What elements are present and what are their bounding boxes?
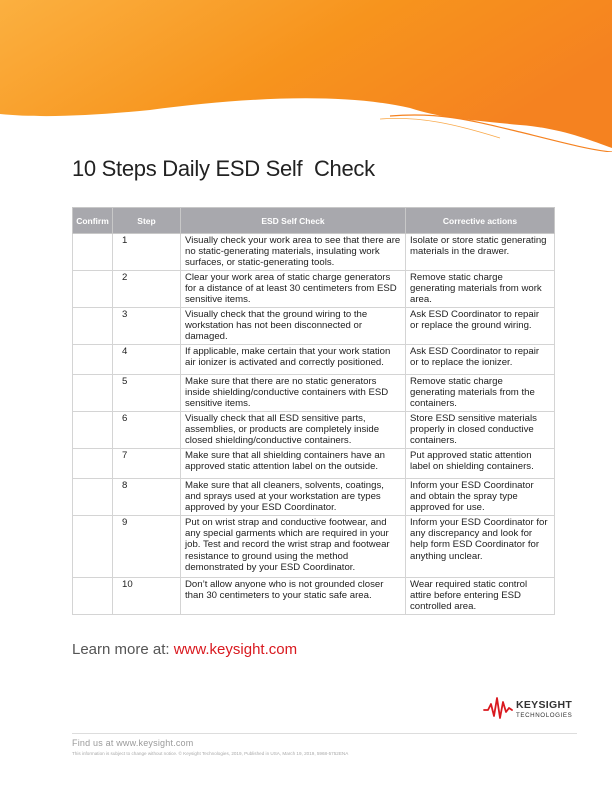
keysight-logo bbox=[483, 694, 583, 722]
keysight-website-link[interactable]: www.keysight.com bbox=[173, 641, 298, 658]
table-row bbox=[73, 449, 555, 479]
confirm-cell[interactable] bbox=[73, 412, 113, 449]
learn-more-line bbox=[72, 641, 297, 658]
column-header-corrective-actions: Corrective actions bbox=[406, 208, 555, 234]
table-row bbox=[73, 578, 555, 615]
step-number: 5 bbox=[113, 375, 181, 412]
column-header-esd-self-check: ESD Self Check bbox=[181, 208, 406, 234]
check-cell: Make sure that there are no static generators inside shielding/conductive containers with ESD sensitive items. bbox=[181, 375, 406, 412]
check-cell: Make sure that all cleaners, solvents, coatings, and sprays used at your workstation are types approved by your ESD Coordinator. bbox=[181, 479, 406, 516]
action-cell: Ask ESD Coordinator to repair or to replace the ionizer. bbox=[406, 345, 555, 375]
table-row bbox=[73, 516, 555, 578]
learn-more-label: Learn more at: bbox=[72, 641, 174, 658]
esd-checklist-table bbox=[72, 207, 555, 615]
check-cell: Don’t allow anyone who is not grounded closer than 30 centimeters to your static safe area. bbox=[181, 578, 406, 615]
confirm-cell[interactable] bbox=[73, 479, 113, 516]
action-cell: Put approved static attention label on shielding containers. bbox=[406, 449, 555, 479]
check-cell: Put on wrist strap and conductive footwear, and any special garments which are required in your job. Test and record the wrist strap and footwear resistance to ground using the method demonstrated by your ESD Coordinator. bbox=[181, 516, 406, 578]
step-number: 6 bbox=[113, 412, 181, 449]
action-cell: Store ESD sensitive materials properly in closed conductive containers. bbox=[406, 412, 555, 449]
check-cell: Visually check that the ground wiring to the workstation has not been disconnected or damaged. bbox=[181, 308, 406, 345]
logo-brand-text: KEYSIGHT bbox=[516, 699, 573, 711]
table-row bbox=[73, 412, 555, 449]
confirm-cell[interactable] bbox=[73, 308, 113, 345]
confirm-cell[interactable] bbox=[73, 449, 113, 479]
logo-sub-text: TECHNOLOGIES bbox=[516, 712, 573, 719]
step-number: 4 bbox=[113, 345, 181, 375]
column-header-confirm: Confirm bbox=[73, 208, 113, 234]
header-banner bbox=[0, 0, 612, 152]
table-row bbox=[73, 308, 555, 345]
footer-divider bbox=[72, 733, 577, 734]
step-number: 7 bbox=[113, 449, 181, 479]
step-number: 10 bbox=[113, 578, 181, 615]
column-header-step: Step bbox=[113, 208, 181, 234]
confirm-cell[interactable] bbox=[73, 271, 113, 308]
step-number: 2 bbox=[113, 271, 181, 308]
footer-fine-print: This information is subject to change without notice. © Keysight Technologies, 2019, Published in USA, March 19, 2019, 5968-5752ENA bbox=[72, 751, 349, 756]
check-cell: Make sure that all shielding containers have an approved static attention label on the outside. bbox=[181, 449, 406, 479]
action-cell: Inform your ESD Coordinator for any discrepancy and look for help form ESD Coordinator for anything unclear. bbox=[406, 516, 555, 578]
step-number: 1 bbox=[113, 234, 181, 271]
check-cell: Clear your work area of static charge generators for a distance of at least 30 centimeters from ESD sensitive items. bbox=[181, 271, 406, 308]
action-cell: Inform your ESD Coordinator and obtain the spray type approved for use. bbox=[406, 479, 555, 516]
action-cell: Isolate or store static generating materials in the drawer. bbox=[406, 234, 555, 271]
footer-find-us: Find us at www.keysight.com bbox=[72, 738, 194, 748]
step-number: 9 bbox=[113, 516, 181, 578]
action-cell: Ask ESD Coordinator to repair or replace the ground wiring. bbox=[406, 308, 555, 345]
table-row bbox=[73, 234, 555, 271]
confirm-cell[interactable] bbox=[73, 345, 113, 375]
page-title: 10 Steps Daily ESD Self Check bbox=[72, 156, 375, 181]
action-cell: Remove static charge generating materials from work area. bbox=[406, 271, 555, 308]
table-row bbox=[73, 345, 555, 375]
action-cell: Wear required static control attire before entering ESD controlled area. bbox=[406, 578, 555, 615]
table-header-row bbox=[73, 208, 555, 234]
table-row bbox=[73, 271, 555, 308]
check-cell: If applicable, make certain that your work station air ionizer is activated and correctly positioned. bbox=[181, 345, 406, 375]
check-cell: Visually check your work area to see that there are no static-generating materials, insulating work surfaces, or static-generating tools. bbox=[181, 234, 406, 271]
step-number: 3 bbox=[113, 308, 181, 345]
table-row bbox=[73, 375, 555, 412]
table-row bbox=[73, 479, 555, 516]
step-number: 8 bbox=[113, 479, 181, 516]
check-cell: Visually check that all ESD sensitive parts, assemblies, or products are completely inside closed shielding/conductive containers. bbox=[181, 412, 406, 449]
confirm-cell[interactable] bbox=[73, 234, 113, 271]
confirm-cell[interactable] bbox=[73, 516, 113, 578]
confirm-cell[interactable] bbox=[73, 578, 113, 615]
action-cell: Remove static charge generating materials from the containers. bbox=[406, 375, 555, 412]
keysight-wave-icon bbox=[484, 698, 512, 718]
confirm-cell[interactable] bbox=[73, 375, 113, 412]
